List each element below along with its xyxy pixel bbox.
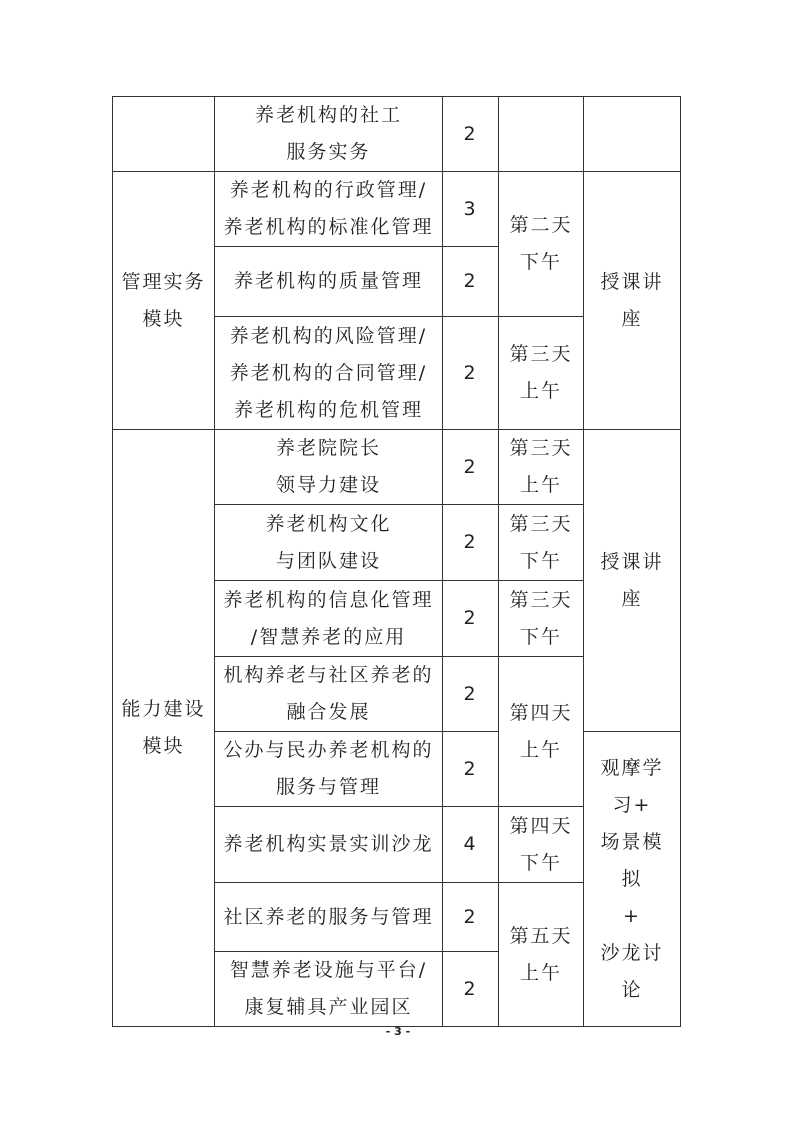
hours-cell: 4 [443,807,499,883]
method-cell-empty [584,97,681,172]
course-cell: 智慧养老设施与平台/ 康复辅具产业园区 [215,952,443,1027]
method-cell: 授课讲 座 [584,172,681,430]
course-cell: 养老机构的质量管理 [215,247,443,317]
hours-cell: 2 [443,247,499,317]
course-cell: 养老机构实景实训沙龙 [215,807,443,883]
hours-cell: 2 [443,505,499,581]
schedule-table [112,96,681,1027]
course-cell: 养老机构的风险管理/ 养老机构的合同管理/ 养老机构的危机管理 [215,317,443,430]
hours-cell: 3 [443,172,499,247]
method-cell: 观摩学 习+ 场景模 拟 + 沙龙讨 论 [584,732,681,1027]
time-cell: 第五天 上午 [499,883,584,1027]
hours-cell: 2 [443,657,499,732]
time-cell-empty [499,97,584,172]
course-cell: 养老院院长 领导力建设 [215,430,443,505]
time-cell: 第三天 下午 [499,581,584,657]
hours-cell: 2 [443,883,499,952]
course-cell: 养老机构的行政管理/ 养老机构的标准化管理 [215,172,443,247]
time-cell: 第二天 下午 [499,172,584,317]
hours-cell: 2 [443,952,499,1027]
module-cell-management: 管理实务 模块 [113,172,215,430]
hours-cell: 2 [443,430,499,505]
course-cell: 机构养老与社区养老的 融合发展 [215,657,443,732]
method-cell: 授课讲 座 [584,430,681,732]
hours-cell: 2 [443,581,499,657]
module-cell-ability: 能力建设 模块 [113,430,215,1027]
time-cell: 第三天 上午 [499,317,584,430]
table-row [113,430,681,505]
table-row [113,172,681,247]
time-cell: 第三天 下午 [499,505,584,581]
course-cell: 养老机构的社工 服务实务 [215,97,443,172]
course-cell: 养老机构的信息化管理 /智慧养老的应用 [215,581,443,657]
hours-cell: 2 [443,317,499,430]
time-cell: 第四天 上午 [499,657,584,807]
hours-cell: 2 [443,732,499,807]
module-cell-empty [113,97,215,172]
course-cell: 社区养老的服务与管理 [215,883,443,952]
course-cell: 公办与民办养老机构的 服务与管理 [215,732,443,807]
table-row [113,97,681,172]
course-cell: 养老机构文化 与团队建设 [215,505,443,581]
time-cell: 第三天 上午 [499,430,584,505]
page-number: - 3 - [385,1025,411,1038]
hours-cell: 2 [443,97,499,172]
time-cell: 第四天 下午 [499,807,584,883]
